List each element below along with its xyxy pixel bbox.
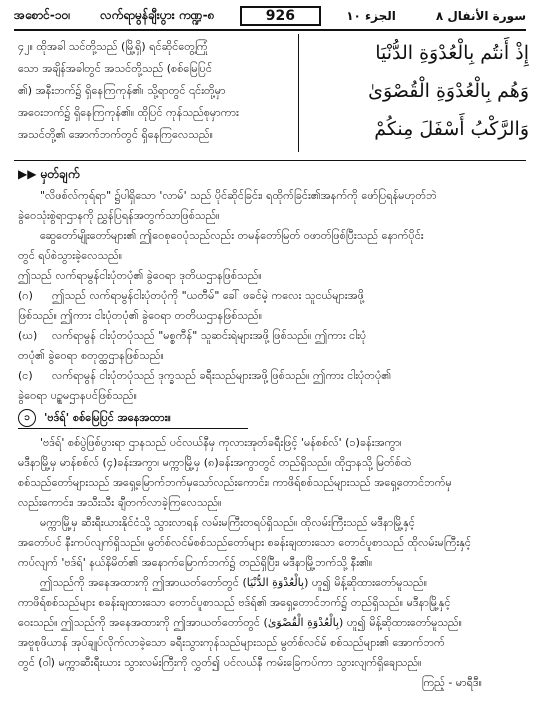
arabic-verse-line: وَالرَّكْبُ أَسْفَلَ مِنكُمْ bbox=[374, 118, 529, 140]
section-number: ၁ bbox=[18, 409, 36, 427]
paragraph: ဖြစ်သည်။ ဤကား ငါးပုံတပုံ၏ ခွဲဝေရာ တတိယဌာနဖြစ်သည်။ bbox=[18, 309, 263, 322]
commentary-body bbox=[18, 186, 522, 693]
list-marker: (င) bbox=[18, 369, 33, 382]
paragraph: ဝေးသည်။ ဤသည်ကို အနေအထားကို ဤအာယတ်တော်တွင် (بِالْعُدْوَةِ الْقُصْوَىٰ) ဟူ၍ မိန့်ဆိုထားတော်မူသည်။ bbox=[18, 616, 462, 629]
reference-note: ကြည့် - မာရီဒီ။ bbox=[421, 676, 482, 689]
list-marker: (ဂ) bbox=[18, 289, 33, 302]
paragraph: အဗူစုဖိယာန် အုပ်ချုပ်လိုက်လာခဲ့သော ခရီးသွားကုန်သည်များသည် မွတ်စ်လင်မ် စစ်သည်များ၏ အောက်ဘက် bbox=[18, 636, 445, 649]
paragraph: တပုံ၏ ခွဲဝေရာ စတုတ္ထဌာနဖြစ်သည်။ bbox=[18, 349, 164, 362]
paragraph: မက္ကာမြို့မှ ဆီးရီးယားနိုင်ငံသို့ သွားလာရန် လမ်းမကြီးတရပ်ရှိသည်။ ထိုလမ်းကြီးသည် မဒီနာမြို့နှင့် bbox=[40, 516, 415, 529]
list-item bbox=[18, 286, 522, 306]
paragraph: "လိဖစ်လ်ကုရ်ရာ" ၌ပါရှိသော 'လာမ်' သည် ပိုင်ဆိုင်ခြင်း၊ ရထိုက်ခြင်း၏အနက်ကို ဖော်ပြရန်မဟုတ်ဘဲ bbox=[40, 189, 437, 202]
paragraph: လည်းကောင်း၊ အသီးသီး ချီတက်လာခဲ့ကြလေသည်။ bbox=[18, 496, 222, 509]
list-marker: (ဃ) bbox=[18, 329, 38, 342]
paragraph: ကပ်လျက် 'ဗဒ်ရ်' နယ်နိမိတ်၏ အနောက်မြောက်ဘက်၌ တည်ရှိပြီး၊ မဒီနာမြို့ဘက်သို့ နီး၏။ bbox=[18, 556, 373, 569]
arabic-verse-line: وَهُم بِالْعُدْوَةِ الْقُصْوَىٰ bbox=[368, 80, 529, 102]
paragraph: ခွဲဝေသုံးစွဲရာဌာနကို ညွှန်ပြရန်အတွက်သာဖြစ်သည်။ bbox=[18, 209, 220, 222]
translation-line: အဝေးဘက်၌ ရှိနေကြကုန်၏။ ထိုပြင် ကုန်သည်စုမှာကား bbox=[18, 106, 239, 119]
paragraph: တွင် ရပ်စဲသွားခဲ့လေသည်။ bbox=[18, 249, 123, 262]
paragraph: ကာဖိရ်စစ်သည်များ စခန်းချထားသော တောင်ပူစာသည် ဗဒ်ရ်၏ အရှေ့တောင်ဘက်၌ တည်ရှိသည်။ မဒီနာမြို့နှင့် bbox=[18, 596, 451, 609]
page-header bbox=[14, 4, 526, 28]
paragraph: 'ဗဒ်ရ်' စစ်ပွဲဖြစ်ပွားရာ ဌာနသည် ပင်လယ်နီမှ ကုလားအုတ်ခရီးဖြင့် 'မန်စစ်လ်' (၁)ခန်းအကွာ၊ bbox=[40, 436, 402, 449]
surah-label: سورة الأنفال ٨ bbox=[435, 9, 526, 23]
section-heading bbox=[18, 408, 248, 429]
paragraph: တွင် (ဝါ) မက္ကာဆီးရီးယား သွားလမ်းကြီးကို လွှတ်၍ ပင်လယ်နီ ကမ်းခြေကပ်ကာ သွားလျက်ရှိချေသည်။ bbox=[18, 656, 422, 669]
arabic-verse-block bbox=[298, 34, 529, 152]
page-number: 926 bbox=[240, 6, 321, 26]
notes-heading: ▶▶ မှတ်ချက် bbox=[18, 167, 80, 181]
translation-line: အသင်တို့၏ အောက်ဘက်တွင် ရှိနေကြလေသည်။ bbox=[18, 128, 213, 141]
paragraph: ဆွေတော်မျိုးတော်များ၏ ဤဝေစုဝေပုံသည်လည်း တမန်တော်မြတ် ဝဖာတ်ဖြစ်ပြီးသည် နောက်ပိုင်း bbox=[40, 229, 424, 242]
section-title: 'ဗဒ်ရ်' စစ်မြေပြင် အနေအထား။ bbox=[44, 411, 171, 424]
translation-line: သော အချိန်အခါတွင် အသင်တို့သည် (စစ်မြေပြင် bbox=[18, 62, 212, 75]
paragraph: ခွဲဝေရာ ပဉ္စမဌာနပင်ဖြစ်သည်။ bbox=[18, 389, 137, 402]
section-divider bbox=[14, 160, 526, 161]
list-item bbox=[18, 366, 522, 386]
list-text: ဤသည် လက်ရာမွန်ငါးပုံတပုံကို "ယတီမ်" ခေါ် ဖခင်မဲ့ ကလေး သူငယ်များအဖို့ bbox=[52, 289, 364, 302]
header-rule bbox=[14, 29, 526, 31]
paragraph: ဤသည်ကို အနေအထားကို ဤအာယတ်တော်တွင် (بِالْعُدْوَةِ الدُّنْيَا) ဟူ၍ မိန့်ဆိုထားတော်မူသည်။ bbox=[40, 576, 428, 589]
header-left-group bbox=[14, 7, 215, 25]
verse-translation bbox=[18, 36, 288, 146]
juz-label: الجزء ١٠ bbox=[346, 9, 396, 23]
chapter-label: လက်ရာမွန်ချီးပွား ကဏ္ဍ-၈ bbox=[100, 8, 215, 22]
list-text: လက်ရာမွန် ငါးပုံတပုံသည် "မစ္စကီန်" သူဆင်းရဲများအဖို့ ဖြစ်သည်။ ဤကား ငါးပုံ bbox=[52, 329, 367, 342]
list-text: လက်ရာမွန် ငါးပုံတပုံသည် ဒုက္ခသည် ခရီးသည်များအဖို့ဖြစ်သည်။ ဤကား ငါးပုံတပုံ၏ bbox=[52, 369, 392, 382]
arabic-verse-line: إِذْ أَنتُم بِالْعُدْوَةِ الدُّنْيَا bbox=[375, 42, 529, 64]
translation-line: ၏) အနီးဘက်၌ ရှိနေကြကုန်၏၊ သို့ရာတွင် ၎င်းတို့မှာ bbox=[18, 84, 226, 97]
paragraph: မဒီနာမြို့မှ မာန်စစ်လ် (၄)ခန်းအကွာ၊ မက္ကာမြို့မှ (၈)ခန်းအကွာတွင် တည်ရှိသည်။ ထိုဌာနသို့ မြတ်စ်ထဲ bbox=[18, 456, 412, 469]
header-right-group bbox=[346, 9, 526, 23]
translation-line: ၄၂။ ထိုအခါ သင်တို့သည် (မြို့ရှိ) ရင်ဆိုင်တွေ့ကြုံ bbox=[18, 40, 208, 53]
list-item bbox=[18, 326, 522, 346]
volume-label: အစောင်-၁၀၊ bbox=[14, 8, 71, 22]
paragraph: ဤသည် လက်ရာမွန်ငါးပုံတပုံ၏ ခွဲဝေရာ ဒုတိယဌာနဖြစ်သည်။ bbox=[18, 269, 262, 282]
paragraph: အတော်ပင် နီးကပ်လျက်ရှိသည်။ မွတ်စ်လင်မ်စစ်သည်တော်များ စခန်းချထားသော တောင်ပူစာသည် ထိုလမ်းမကြီးနှင့် bbox=[18, 536, 471, 549]
paragraph: စစ်သည်တော်များသည် အရှေ့မြောက်ဘက်မှသော်လည်းကောင်း၊ ကာဖိရ်စစ်သည်များသည် အရှေ့တောင်ဘက်မှ bbox=[18, 476, 452, 489]
